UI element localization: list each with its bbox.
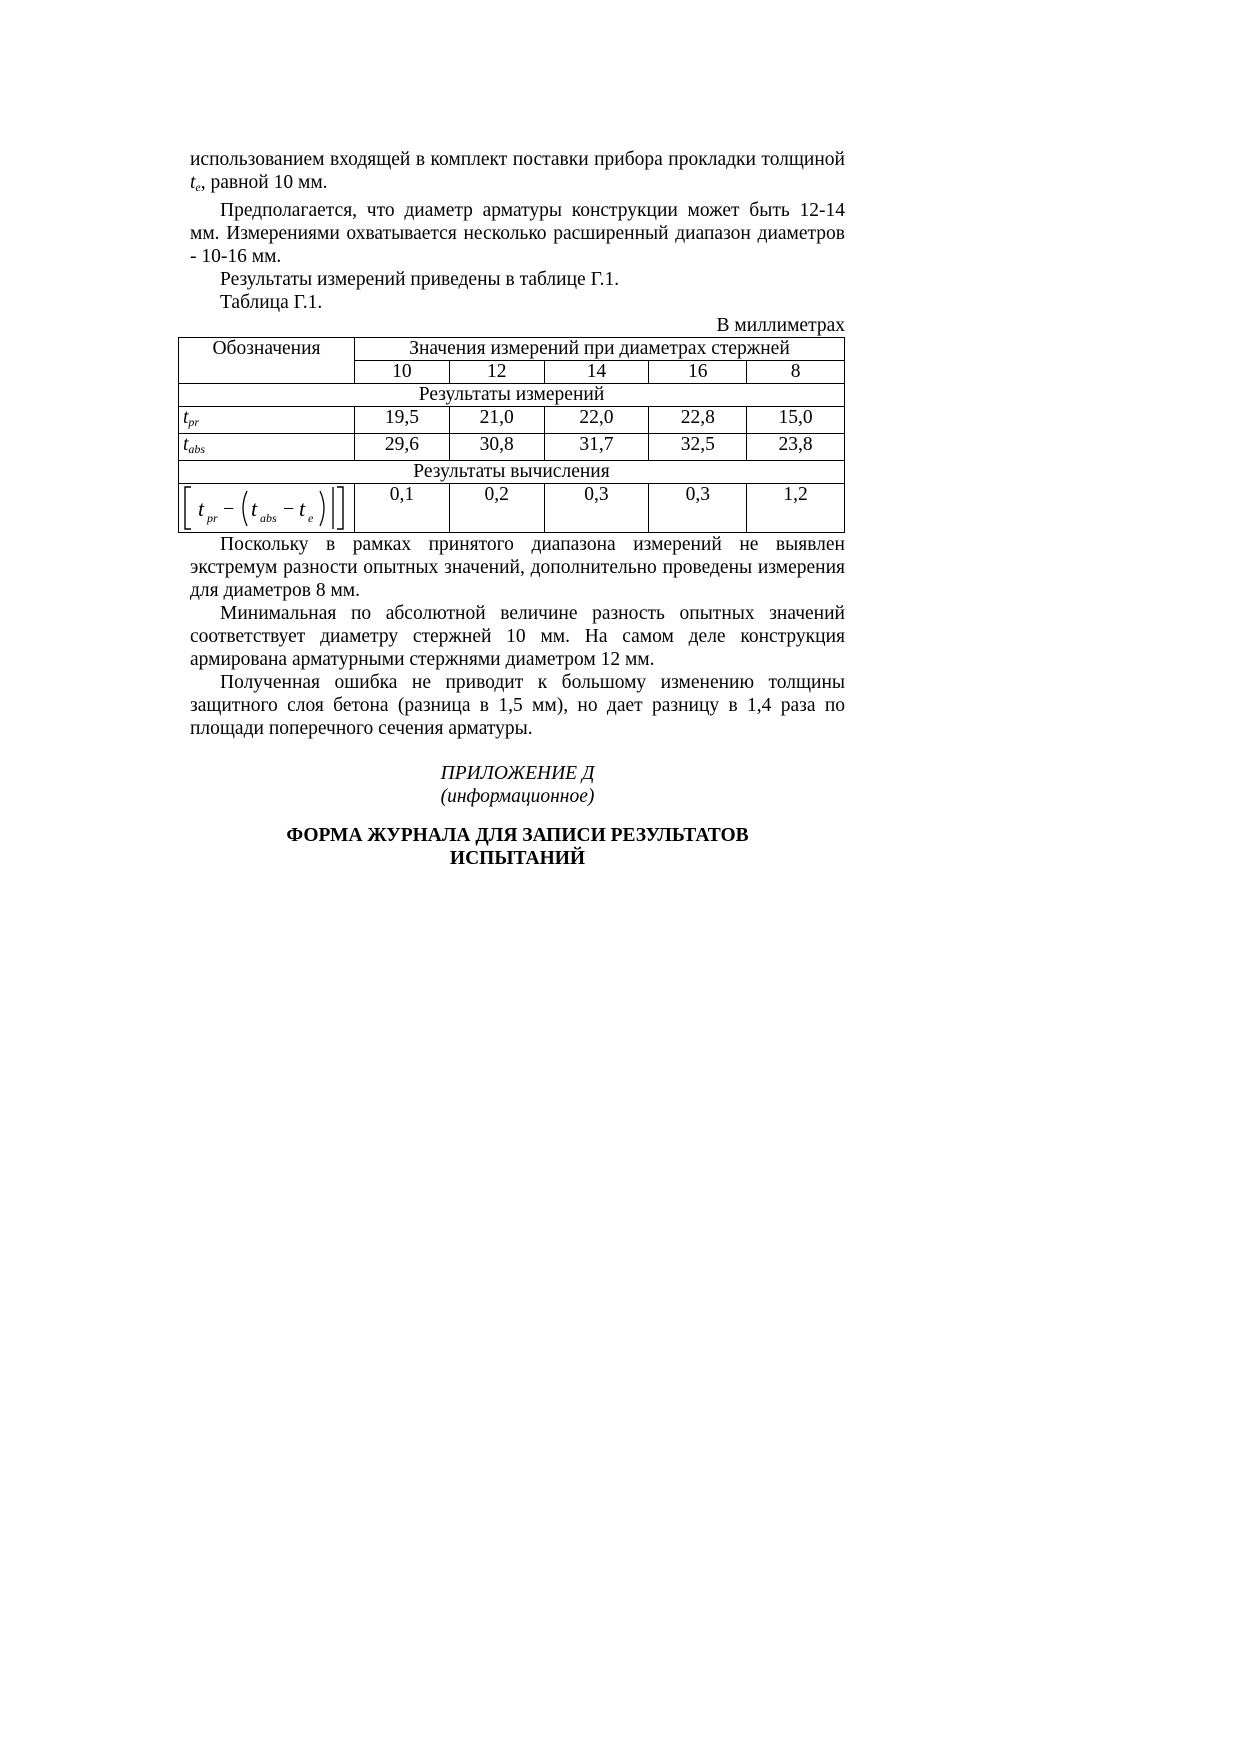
appendix-subtitle: (информационное) (440, 786, 595, 807)
section-calculations-row (179, 461, 845, 484)
paragraph-error: Полученная ошибка не приводит к большому изменению толщины защитного слоя бетона (разница в 1,5 мм), но дает разницу в 1,4 раза по площади поперечного сечения арматуры. (190, 672, 845, 739)
formula-s3: e (308, 511, 314, 525)
value-cell: 30,8 (449, 434, 544, 461)
formula-expression (181, 484, 349, 532)
value-cell: 32,5 (649, 434, 747, 461)
diameter-cell: 12 (449, 361, 544, 384)
calc-value-cell: 0,3 (649, 484, 747, 533)
table-caption: Таблица Г.1. (220, 292, 323, 313)
appendix-title: ПРИЛОЖЕНИЕ Д (440, 763, 595, 784)
paragraph-diameter: Предполагается, что диаметр арматуры конструкции может быть 12-14 мм. Измерениями охватывается несколько расширенный диапазон диаметров - 10-16 мм. (190, 200, 845, 267)
paragraph-minimal-difference: Минимальная по абсолютной величине разность опытных значений соответствует диаметру стержней 10 мм. На самом деле конструкция армирована арматурными стержнями диаметром 12 мм. (190, 603, 845, 670)
calc-value-cell: 1,2 (747, 484, 845, 533)
document-page (183, 148, 845, 870)
formula-s1: pr (207, 511, 218, 525)
table-row (179, 407, 845, 434)
section-measurements-row (179, 384, 845, 407)
calc-value-cell: 0,3 (544, 484, 649, 533)
section-measurements: Результаты измерений (179, 384, 845, 407)
appendix-heading-line1: ФОРМА ЖУРНАЛА ДЛЯ ЗАПИСИ РЕЗУЛЬТАТОВ (286, 825, 749, 846)
section-calculations: Результаты вычисления (179, 461, 845, 484)
header-designation: Обозначения (179, 338, 355, 384)
paragraph-intro: использованием входящей в комплект поставки прибора прокладки толщиной $t_e$, равной 10 мм. (190, 149, 845, 194)
appendix-heading (190, 824, 845, 870)
var-sub-e: e (195, 180, 201, 194)
appendix-heading-line2: ИСПЫТАНИЙ (449, 848, 586, 869)
diameter-cell: 8 (747, 361, 845, 384)
header-values: Значения измерений при диаметрах стержней (354, 338, 844, 361)
diameter-cell: 16 (649, 361, 747, 384)
value-cell: 31,7 (544, 434, 649, 461)
value-cell: 29,6 (354, 434, 449, 461)
units-note: В миллиметрах (716, 315, 845, 336)
paragraph-extremum: Поскольку в рамках принятого диапазона измерений не выявлен экстремум разности опытных значений, дополнительно проведены измерения для диаметров 8 мм. (190, 534, 845, 601)
paragraph-results-ref: Результаты измерений приведены в таблице Г.1. (220, 269, 620, 290)
formula-minus2: − (283, 498, 295, 520)
table-row (179, 434, 845, 461)
appendix-block (190, 762, 845, 870)
table-header-row (179, 338, 845, 361)
value-cell: 15,0 (747, 407, 845, 434)
symbol-t-pr: $t_{pr}$ (179, 407, 355, 434)
value-cell: 22,0 (544, 407, 649, 434)
measurements-table (178, 337, 845, 533)
diameter-cell: 14 (544, 361, 649, 384)
value-cell: 19,5 (354, 407, 449, 434)
formula-cell (179, 484, 355, 533)
calc-value-cell: 0,1 (354, 484, 449, 533)
symbol-t-abs: $t_{abs}$ (179, 434, 355, 461)
value-cell: 23,8 (747, 434, 845, 461)
formula-t1: t (198, 496, 205, 521)
formula-minus1: − (223, 498, 235, 520)
formula-s2: abs (260, 511, 277, 525)
formula-t2: t (251, 496, 258, 521)
diameter-cell: 10 (354, 361, 449, 384)
var-t: t (190, 172, 196, 193)
calc-value-cell: 0,2 (449, 484, 544, 533)
value-cell: 21,0 (449, 407, 544, 434)
table-row (179, 484, 845, 533)
formula-t3: t (299, 496, 306, 521)
value-cell: 22,8 (649, 407, 747, 434)
